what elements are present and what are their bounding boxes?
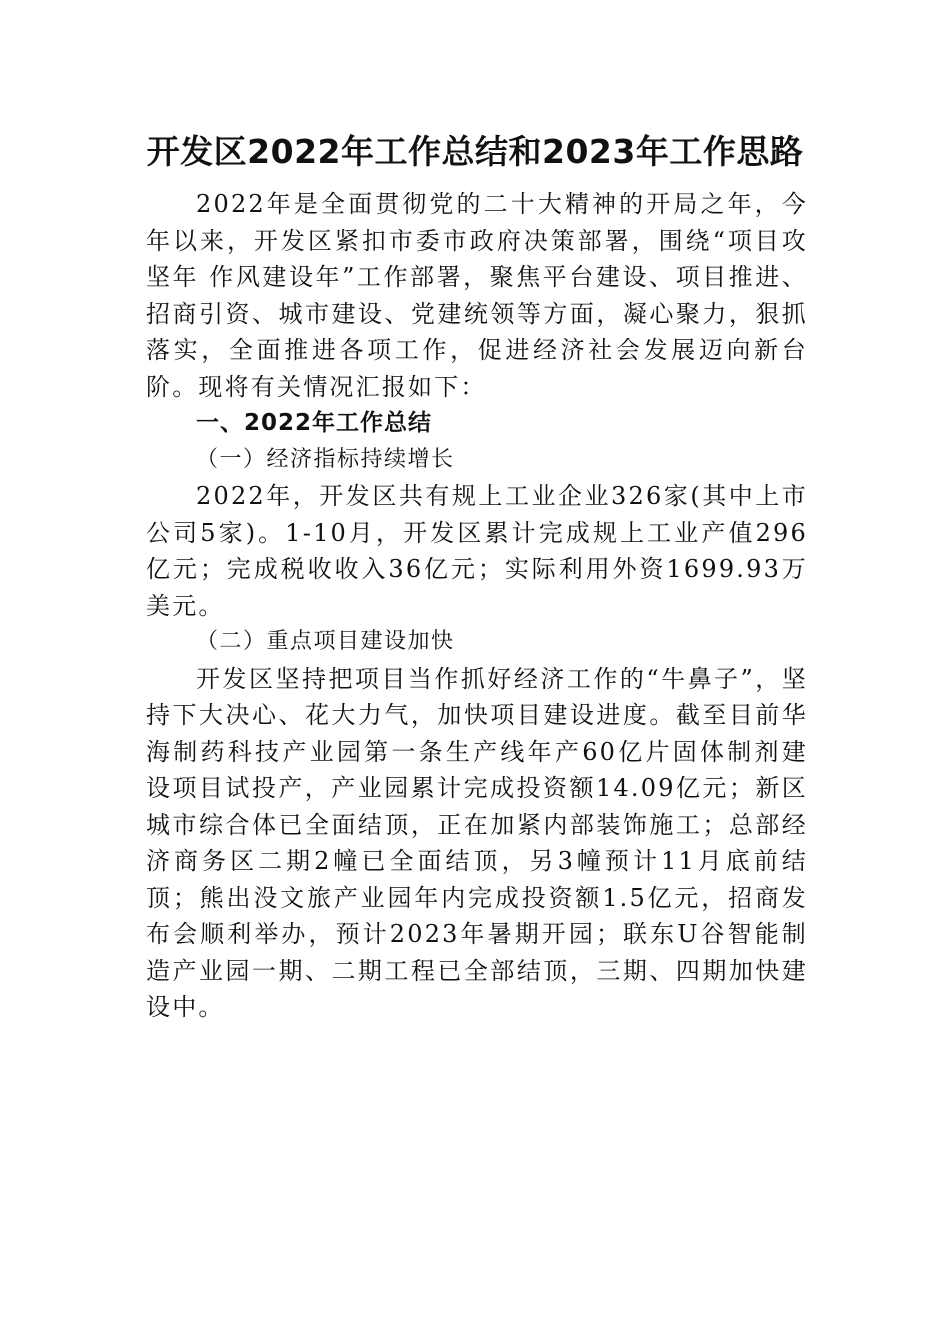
economic-indicators-paragraph: 2022年，开发区共有规上工业企业326家(其中上市公司5家)。1-10月，开发区累计完成规上工业产值296亿元；完成税收收入36亿元；实际利用外资1699.93万美元。 [146, 482, 808, 620]
subsection-heading-economic-indicators: （一）经济指标持续增长 [196, 446, 455, 472]
subsection-heading-key-projects: （二）重点项目建设加快 [196, 629, 455, 654]
document-body [146, 186, 808, 1026]
key-projects-paragraph: 开发区坚持把项目当作抓好经济工作的“牛鼻子”，坚持下大决心、花大力气，加快项目建设进度。截至目前华海制药科技产业园第一条生产线年产60亿片固体制剂建设项目试投产，产业园累计完成投资额14.09亿元；新区城市综合体已全面结顶，正在加紧内部装饰施工；总部经济商务区二期2幢已全面结顶，另3幢预计11月底前结顶；熊出没文旅产业园年内完成投资额1.5亿元，招商发布会顺利举办，预计2023年暑期开园；联东U谷智能制造产业园一期、二期工程已全部结顶，三期、四期加快建设中。 [146, 664, 808, 1021]
intro-paragraph: 2022年是全面贯彻党的二十大精神的开局之年，今年以来，开发区紧扣市委市政府决策部署，围绕“项目攻坚年 作风建设年”工作部署，聚焦平台建设、项目推进、招商引资、城市建设、党建统领等方面，凝心聚力，狠抓落实，全面推进各项工作，促进经济社会发展迈向新台阶。现将有关情况汇报如下： [146, 190, 808, 401]
section-heading-summary-2022: 一、2022年工作总结 [196, 410, 433, 436]
document-title: 开发区2022年工作总结和2023年工作思路 [146, 132, 804, 171]
